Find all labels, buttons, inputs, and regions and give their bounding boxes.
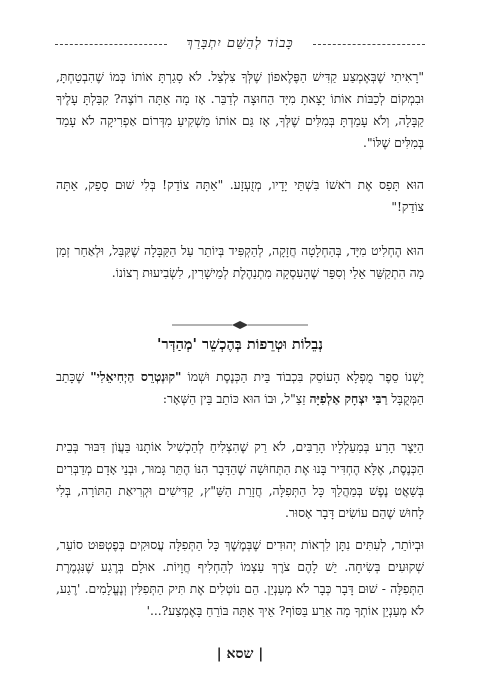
section-title: נְבֵלוֹת וּטְרֵפוֹת בְּהֶכְשֵׁר 'מְהַדְּר' bbox=[157, 336, 323, 353]
author-name: רַבִּי יִצְחָק אַלְפִיָּה bbox=[309, 391, 388, 406]
paragraph-text: "רָאִיתִי שֶׁבְּאֶמְצַע קַדִּישׁ הַפֶּלֶאפוֹן שֶׁלְּךָ צִלְצֵל. לֹא סָגַרְתָּ אוֹתוֹ כְּמוֹ שֶׁהִבְטַחְתָּ, וּבִמְקוֹם לְכַבּוֹת אוֹתוֹ יָצָאתָ מִיָּד הַחוּצָה לְדַבֵּר. אָז מָה אַתָּה רוֹצֶה? קִבַּלְתָּ עָלֶיךָ קַבָּלָה, וְלֹא עָמַדְתָּ בְּמִלִּים שֶׁלְּךָ, אָז גַּם אוֹתוֹ מַשְׁקִיעַ מִדְּרוֹם אַפְרִיקָה לֹא עָמַד בְּמִלִּים שֶׁלּוֹ". bbox=[56, 70, 424, 150]
paragraph-reaction bbox=[56, 174, 424, 218]
paragraph-quote bbox=[56, 66, 424, 154]
page-number: | שסא | bbox=[216, 646, 264, 662]
intro-text: יֶשְׁנוֹ סֵפֶר מֻפְלָא הָעוֹסֵק בִּכְבוֹד בֵּית הַכְּנֶסֶת וּשְׁמוֹ bbox=[181, 370, 424, 384]
running-header-title: כָּבוֹד לְהַשֵּׁם יִתְבָּרַךְ bbox=[186, 36, 294, 51]
section-divider-ornament bbox=[0, 320, 480, 330]
paragraph-text: הַיֵּצֶר הָרַע בְּמַעַלְלָיו הָרַבִּים, לֹא רַק שֶׁהִצְלִיחַ לְהַכְשִׁיל אוֹתָנוּ בַּעֲוֹן דִּבּוּר בְּבֵית הַכְּנֶסֶת, אֶלָּא הֶחְדִּיר בָּנוּ אֶת הַתְּחוּשָׁה שֶׁהַדָּבָר הִנּוֹ הֶתֵּר גָּמוּר, וּבְנֵי אָדָם מְדַבְּרִים בְּשַׁאֲט נֶפֶשׁ בְּמַהֲלַךְ כָּל הַתְּפִלָּה, חֲזָרַת הַשַּׁ"ץ, קַדִּישִׁים וּקְרִיאַת הַתּוֹרָה, בְּלִי לָחוּשׁ שֶׁהֵם עוֹשִׂים דָּבָר אָסוּר. bbox=[56, 440, 424, 520]
paragraph-text: הוּא הֶחְלִיט מִיָּד, בְּהַחְלָטָה חֲזָקָה, לְהַקְפִּיד בְּיוֹתֵר עַל הַקַּבָּלָה שֶׁקִּבֵּל, וּלְאַחַר זְמַן מָה הִתְקַשֵּׁר אֵלַי וְסִפֵּר שֶׁהָעִסְקָה מִתְנַהֶלֶת לְמֵישָׁרִין, לִשְׂבִיעוּת רְצוֹנוֹ. bbox=[56, 244, 424, 280]
header-rule-left bbox=[55, 44, 167, 45]
intro-text-mid: שֶׁכָּתַב הַמְּקֻבָּל bbox=[56, 370, 424, 406]
paragraph-citation-continued bbox=[56, 534, 424, 622]
running-header bbox=[55, 34, 425, 54]
paragraph-text bbox=[56, 366, 424, 410]
book-name: "קוּנְטְרֵס הַיְחִיאֵלִי" bbox=[90, 369, 182, 384]
paragraph-text: הוּא תָּפַס אֶת רֹאשׁוֹ בִּשְׁתֵּי יָדָיו, מְזֻעְזָע. "אַתָּה צוֹדֵק! בְּלִי שׁוּם סָפֵק, אַתָּה צוֹדֵק!" bbox=[56, 178, 424, 214]
paragraph-book-intro bbox=[56, 366, 424, 410]
paragraph-citation bbox=[56, 436, 424, 524]
intro-text-end: זַצַ"ל, וּבוֹ הוּא כּוֹתֵב בֵּין הַשְּׁאָר: bbox=[162, 392, 310, 406]
paragraph-text: וּבְיוֹתֵר, לְעִתִּים נִתָּן לִרְאוֹת יְהוּדִים שֶׁבְּמֶשֶׁךְ כָּל הַתְּפִלָּה עֲסוּקִים בְּפֶטְפּוּט סוֹעֵר, שְׁקוּעִים בְּשִׂיחָה. יֵשׁ לָהֶם צֹרֶךְ עַצְמוֹ לְהַחְלִיף חֲוָיוֹת. אוּלָם בְּרֶגַע שֶׁנִּגְמֶרֶת הַתְּפִלָּה - שׁוּם דָּבָר כְּבָר לֹא מְעַנְיֵן. הֵם נוֹטְלִים אֶת תִּיק הַתְּפִלִּין וְנֶעֱלָמִים. 'רֶגַע, לֹא מְעַנְיֵן אוֹתְךָ מָה אֵרַע בַּסּוֹף? אֵיךְ אַתָּה בּוֹרֵחַ בָּאֶמְצַע?...' bbox=[56, 538, 424, 618]
paragraph-resolution bbox=[56, 240, 424, 284]
header-rule-right bbox=[313, 44, 425, 45]
